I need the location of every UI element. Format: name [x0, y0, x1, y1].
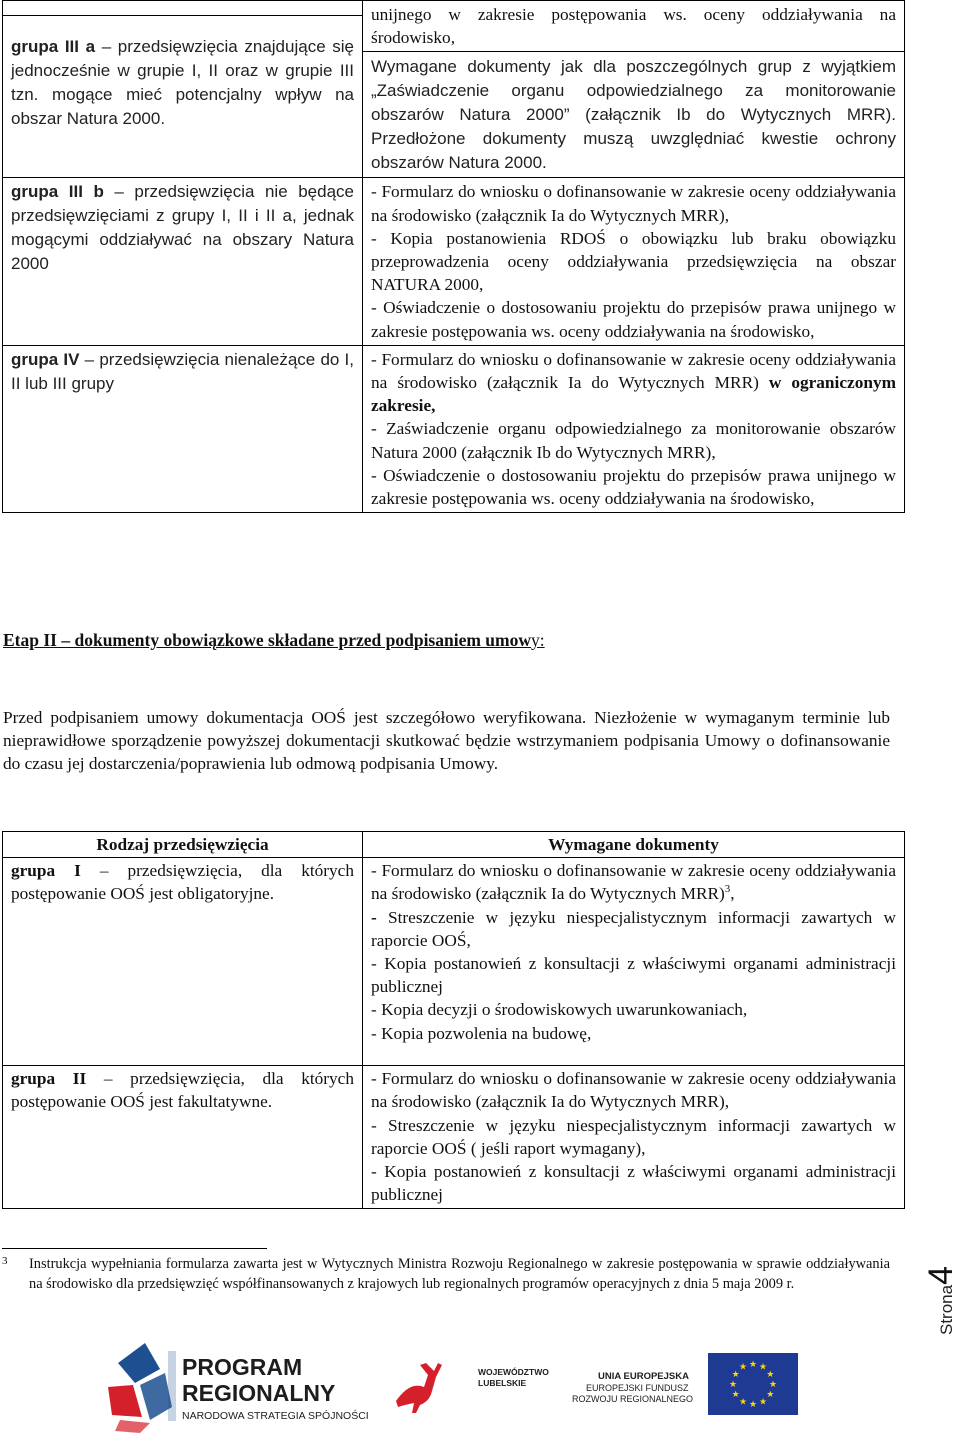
- eu-star: ★: [748, 1360, 758, 1370]
- document-item: - Kopia pozwolenia na budowę,: [371, 1023, 592, 1043]
- footnote-text: Instrukcja wypełniania formularza zawarta jest w Wytycznych Ministra Rozwoju Regionalnego w zakresie postępowania w sprawie oddziaływania na środowisko dla przedsięwzięć współfinansowanych z krajowych lub regionalnych programów operacyjnych z dnia 5 maja 2009 r.: [29, 1256, 890, 1292]
- group-cell: [3, 178, 363, 345]
- group-label: grupa III b: [11, 182, 104, 202]
- group-description: – przedsięwzięcia nie będące przedsięwzięciami z grupy I, II i II a, jednak mogącymi oddziaływać na obszary Natura 2000: [11, 182, 354, 274]
- table-row: [3, 178, 905, 345]
- document-item-text: - Formularz do wniosku o dofinansowanie w zakresie oceny oddziaływania na środowisko (załącznik Ia do Wytycznych MRR): [371, 861, 896, 904]
- page-label: Strona: [937, 1284, 956, 1335]
- section-heading-tail: y:: [531, 630, 545, 650]
- table-row: [3, 1, 905, 178]
- section-heading-text: Etap II – dokumenty obowiązkowe składane przed podpisaniem umow: [3, 630, 532, 650]
- table-row: [3, 1066, 905, 1209]
- requirements-table-top: [2, 0, 905, 513]
- document-item: - Oświadczenie o dostosowaniu projektu do przepisów prawa unijnego w zakresie postępowania ws. oceny oddziaływania na środowisko,: [371, 465, 896, 509]
- intro-paragraph: Przed podpisaniem umowy dokumentacja OOŚ jest szczegółowo weryfikowana. Niezłożenie w wymaganym terminie lub nieprawidłowe sporządzenie powyższej dokumentacji skutkować będzie wstrzymaniem podpisania Umowy o dofinansowanie do czasu jej dostarczenia/poprawienia lub odmową podpisania Umowy.: [3, 708, 890, 774]
- eu-star: ★: [738, 1362, 748, 1373]
- document-item: [371, 348, 896, 418]
- footnote: [2, 1255, 890, 1294]
- group-cell: [3, 858, 363, 1066]
- documents-cell: [363, 1066, 905, 1209]
- program-regionalny-logo: [108, 1343, 369, 1433]
- eu-star: ★: [731, 1370, 740, 1380]
- eu-star: ★: [738, 1397, 748, 1408]
- group-cell: [3, 1066, 363, 1209]
- eu-line2: EUROPEJSKI FUNDUSZ: [586, 1383, 689, 1393]
- eu-line1: UNIA EUROPEJSKA: [598, 1371, 689, 1382]
- table-row: [3, 345, 905, 512]
- document-item: [371, 859, 896, 905]
- eu-line3: ROZWOJU REGIONALNEGO: [572, 1394, 694, 1404]
- eu-flag-icon: [708, 1353, 798, 1415]
- column-header-type: Rodzaj przedsięwzięcia: [3, 832, 363, 858]
- document-item-tail: ,: [730, 884, 735, 904]
- group-description: – przedsięwzięcia znajdujące się jednocześnie w grupie I, II oraz w grupie III tzn. mogące mieć potencjalny wpływ na obszar Natura 2000.: [11, 37, 354, 128]
- woj-line1: WOJEWÓDZTWO: [478, 1367, 549, 1377]
- requirements-table-bottom: [2, 831, 905, 1209]
- eu-star: ★: [766, 1370, 775, 1380]
- documents-cell: [363, 178, 905, 345]
- document-item: - Zaświadczenie organu odpowiedzialnego za monitorowanie obszarów Natura 2000 (załącznik Ib do Wytycznych MRR),: [371, 419, 896, 462]
- document-item-bullet: -: [371, 907, 377, 927]
- document-item-text: Streszczenie w języku niespecjalistycznym informacji zawartych w raporcie OOŚ,: [371, 907, 896, 950]
- group-label: grupa IV: [11, 349, 80, 369]
- page-number-rotated: [922, 1235, 960, 1335]
- footer-logos: [0, 1335, 960, 1435]
- group-cell: [3, 345, 363, 512]
- section-heading: [3, 629, 545, 652]
- group-label: grupa III a: [11, 37, 96, 56]
- logos-svg: [0, 1335, 960, 1435]
- table-header-row: [3, 832, 905, 858]
- eu-star: ★: [758, 1397, 768, 1408]
- footnote-ref[interactable]: 3: [724, 883, 731, 896]
- table-row: [3, 858, 905, 1066]
- woj-line2: LUBELSKIE: [478, 1378, 527, 1388]
- page-number: 4: [922, 1265, 960, 1285]
- document-item: - Formularz do wniosku o dofinansowanie w zakresie oceny oddziaływania na środowisko (załącznik Ia do Wytycznych MRR),: [371, 1069, 896, 1112]
- document-item: - Kopia postanowień z konsultacji z właściwymi organami administracji publicznej: [371, 1162, 896, 1205]
- wojewodztwo-logo: [478, 1366, 549, 1388]
- document-item: - Streszczenie w języku niespecjalistycznym informacji zawartych w raporcie OOŚ ( jeśli raport wymagany),: [371, 1115, 896, 1158]
- deer-crest-logo: [388, 1353, 446, 1415]
- eu-star: ★: [766, 1390, 775, 1400]
- documents-cell: [363, 858, 905, 1066]
- documents-cell: [363, 1, 905, 178]
- document-item: - Formularz do wniosku o dofinansowanie w zakresie oceny oddziaływania na środowisko (załącznik Ia do Wytycznych MRR),: [371, 182, 896, 225]
- footnote-separator: [2, 1248, 267, 1249]
- document-item: - Kopia decyzji o środowiskowych uwarunkowaniach,: [371, 1000, 748, 1020]
- page-number-box: [922, 1235, 960, 1335]
- eu-star: ★: [768, 1380, 778, 1390]
- documents-text: Wymagane dokumenty jak dla poszczególnych grup z wyjątkiem „Zaświadczenie organu odpowiedzialnego za monitorowanie obszarów Natura 2000” (załącznik Ib do Wytycznych MRR). Przedłożone dokumenty muszą uwzględniać kwestie ochrony obszarów Natura 2000.: [371, 57, 896, 173]
- footnote-number: 3: [2, 1255, 8, 1267]
- program-line3: NARODOWA STRATEGIA SPÓJNOŚCI: [182, 1410, 369, 1422]
- group-description: – przedsięwzięcia, dla których postępowanie OOŚ jest obligatoryjne.: [11, 861, 354, 904]
- group-description: – przedsięwzięcia nienależące do I, II lub III grupy: [11, 349, 354, 393]
- program-line1: PROGRAM: [182, 1354, 303, 1380]
- eu-star: ★: [728, 1380, 738, 1390]
- document-item: - Oświadczenie o dostosowaniu projektu do przepisów prawa unijnego w zakresie postępowania ws. oceny oddziaływania na środowisko,: [371, 298, 896, 341]
- column-header-documents: Wymagane dokumenty: [363, 832, 905, 858]
- document-item-text: - Formularz do wniosku o dofinansowanie w zakresie oceny oddziaływania na środowisko (załącznik Ia do Wytycznych MRR): [371, 349, 896, 393]
- eu-star: ★: [748, 1400, 758, 1410]
- eu-text-logo: [572, 1371, 693, 1404]
- group-label: grupa II: [11, 1069, 87, 1089]
- group-label: grupa I: [11, 861, 81, 881]
- group-description: – przedsięwzięcia, dla których postępowanie OOŚ jest fakultatywne.: [11, 1069, 354, 1112]
- documents-continuation: unijnego w zakresie postępowania ws. oceny oddziaływania na środowisko,: [371, 5, 896, 48]
- eu-star: ★: [731, 1390, 740, 1400]
- document-item: [371, 906, 896, 952]
- documents-cell: [363, 345, 905, 512]
- program-line2: REGIONALNY: [182, 1380, 336, 1406]
- document-item: - Kopia postanowienia RDOŚ o obowiązku lub braku obowiązku przeprowadzenia oceny oddziaływania przedsięwzięcia na obszar NATURA 2000,: [371, 228, 896, 295]
- group-cell: [3, 1, 363, 178]
- eu-star: ★: [758, 1362, 768, 1373]
- document-item-emphasis: w ograniczonym zakresie,: [371, 373, 896, 416]
- document-item: - Kopia postanowień z konsultacji z właściwymi organami administracji publicznej: [371, 954, 896, 997]
